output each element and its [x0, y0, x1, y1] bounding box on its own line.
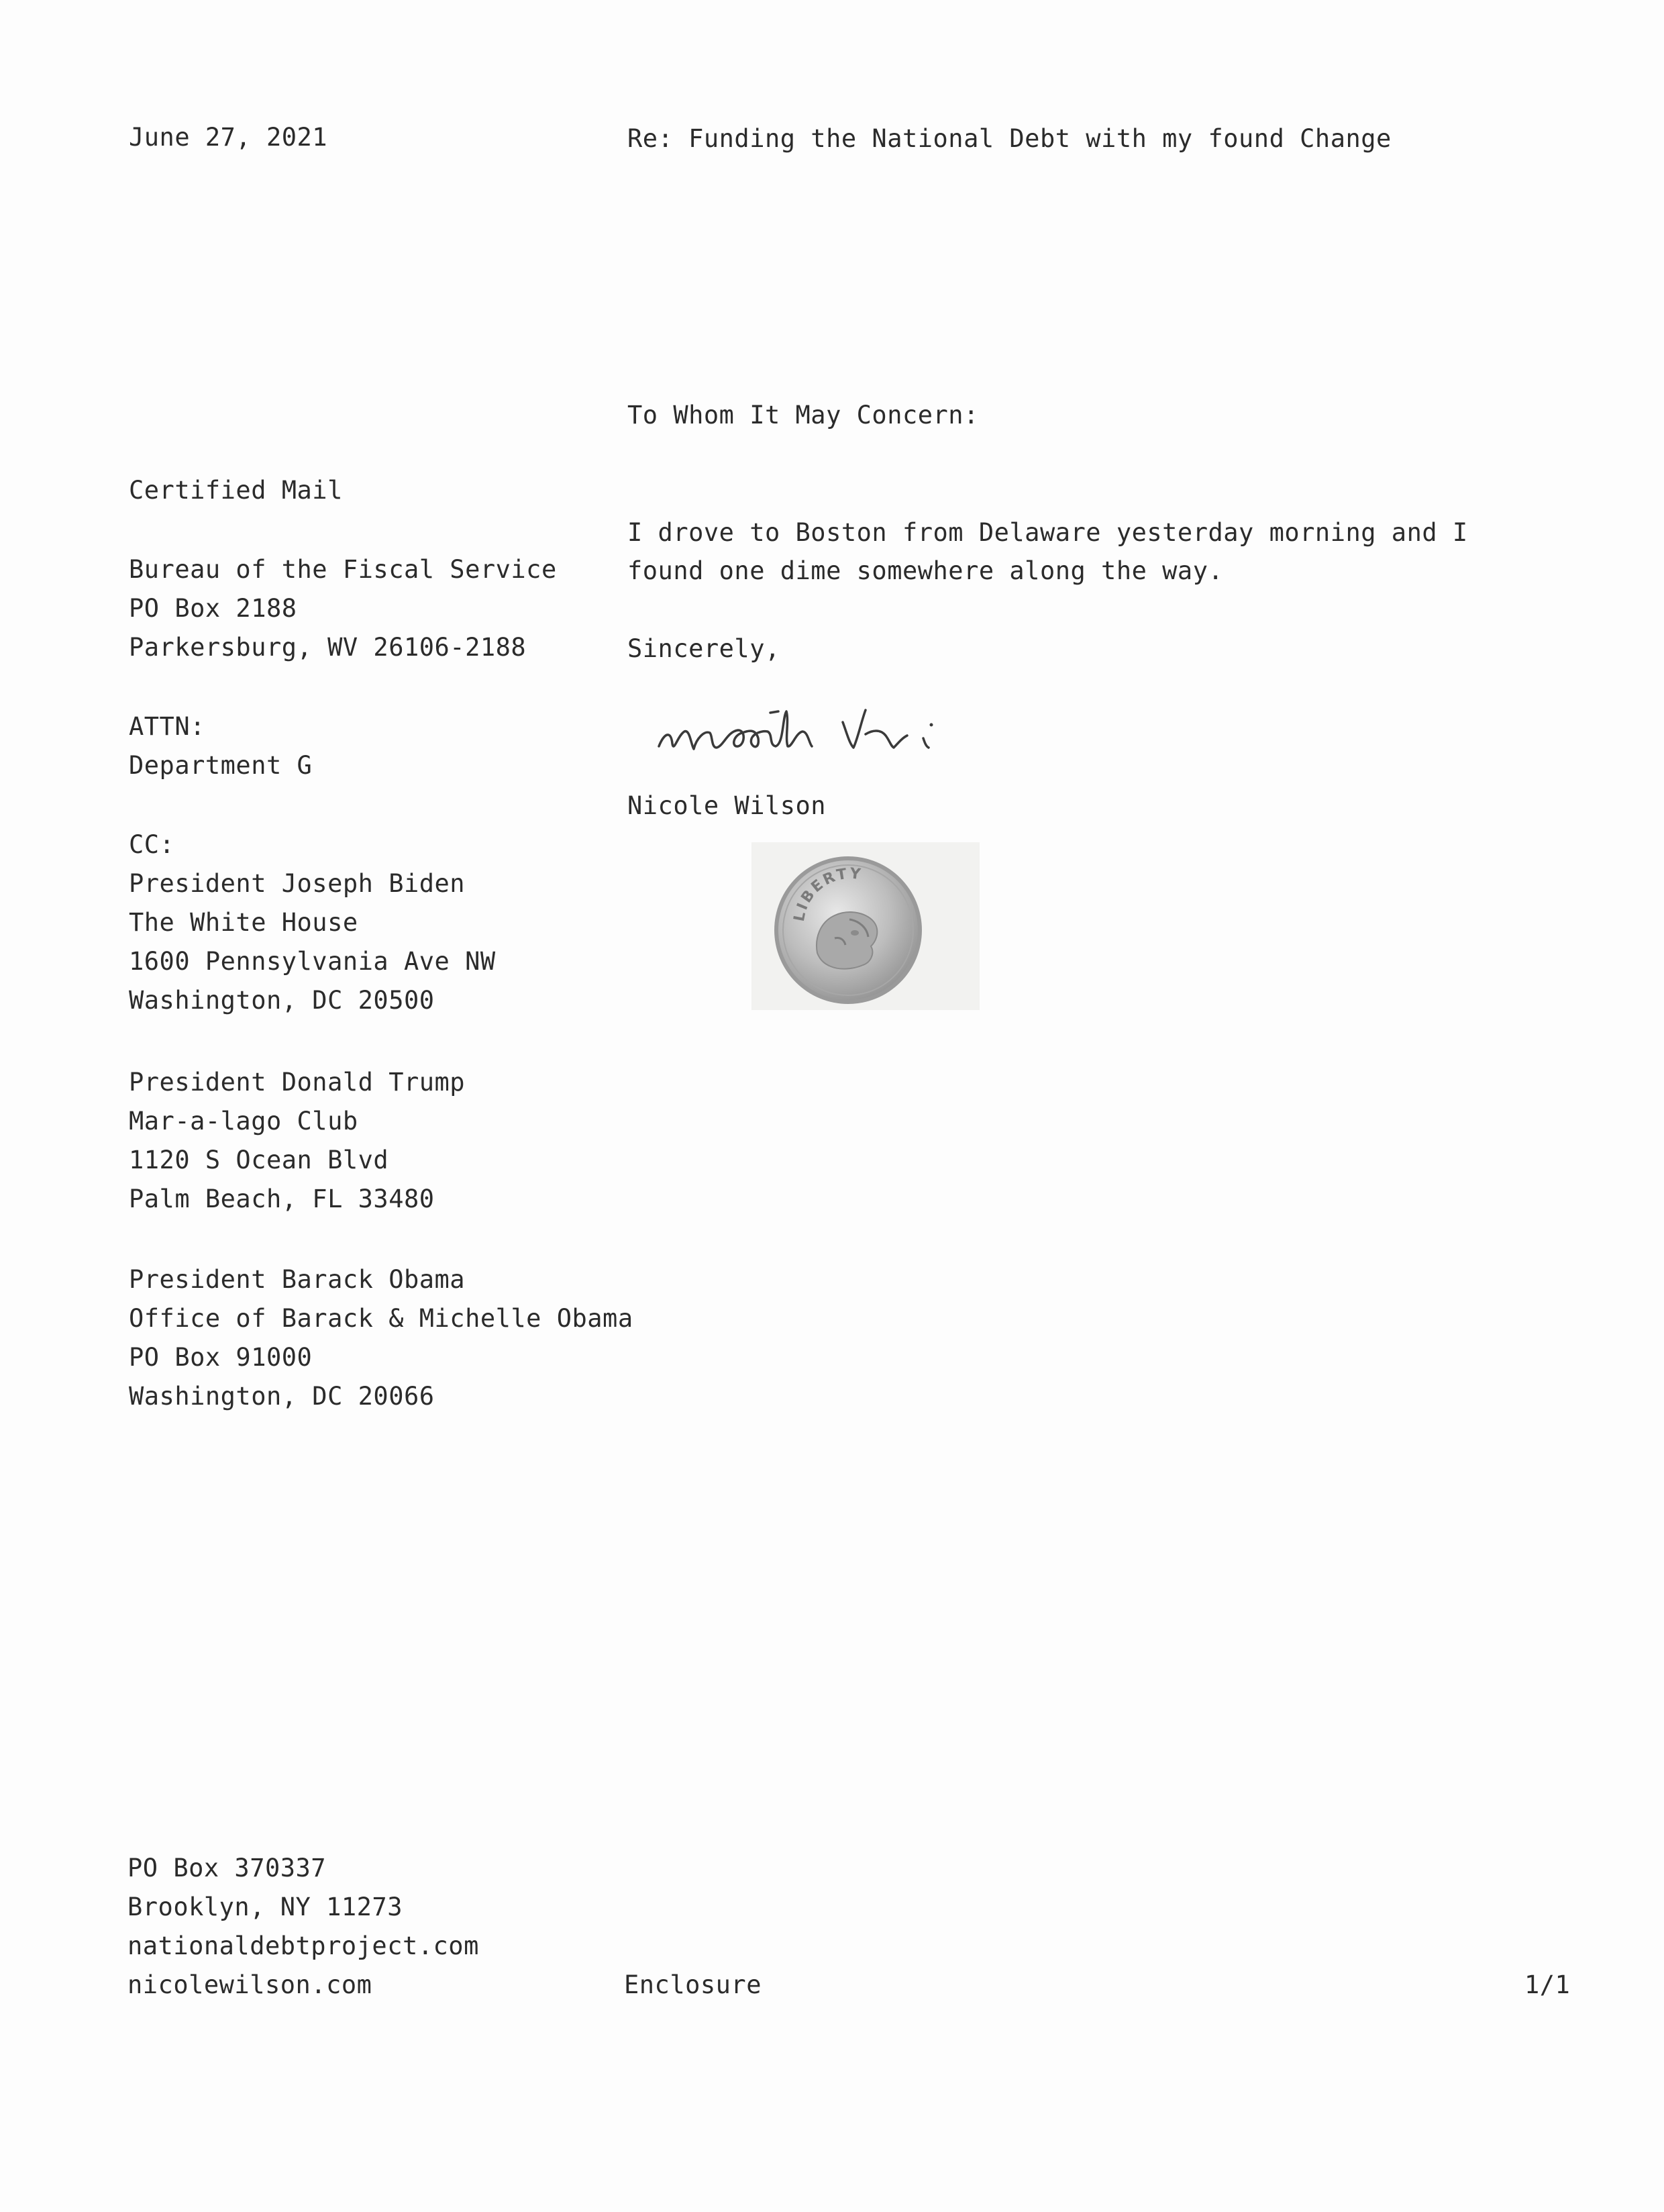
attn-block — [129, 707, 312, 785]
cc-trump-block — [129, 1063, 465, 1219]
cc-line: 1120 S Ocean Blvd — [129, 1146, 389, 1174]
recipient-line: PO Box 2188 — [129, 594, 297, 623]
cc-line: President Barack Obama — [129, 1265, 466, 1294]
recipient-address — [129, 550, 557, 667]
cc-line: PO Box 91000 — [129, 1343, 313, 1372]
closing: Sincerely, — [627, 634, 780, 663]
page-number: 1/1 — [1524, 1970, 1571, 1999]
signature-image — [644, 691, 980, 772]
cc-line: Office of Barack & Michelle Obama — [129, 1304, 633, 1333]
coin-inscription: LIBERTY — [790, 865, 864, 923]
letter-date: June 27, 2021 — [129, 123, 328, 152]
cc-label: CC: — [129, 830, 175, 859]
cc-line: Palm Beach, FL 33480 — [129, 1185, 435, 1213]
mail-type: Certified Mail — [129, 476, 343, 505]
signature-text: nicole wilson — [644, 770, 649, 771]
enclosed-dime — [751, 842, 980, 1010]
cc-line: Mar-a-lago Club — [129, 1107, 358, 1136]
cc-line: President Donald Trump — [129, 1068, 466, 1097]
letter-body: I drove to Boston from Delaware yesterday morning and I found one dime somewhere along the way. — [627, 518, 1468, 585]
dime-coin-icon — [770, 852, 926, 1008]
recipient-line: Parkersburg, WV 26106-2188 — [129, 633, 527, 662]
sender-website: nicolewilson.com — [127, 1970, 372, 1999]
sender-website: nationaldebtproject.com — [127, 1931, 479, 1960]
sender-address — [127, 1849, 479, 2005]
attn-label: ATTN: — [129, 712, 205, 741]
letter-subject: Re: Funding the National Debt with my found Change — [627, 124, 1392, 153]
cc-obama-block — [129, 1260, 633, 1416]
cc-line: The White House — [129, 908, 358, 937]
sender-line: Brooklyn, NY 11273 — [127, 1893, 403, 1921]
signer-name: Nicole Wilson — [627, 791, 827, 820]
cc-line: President Joseph Biden — [129, 869, 466, 898]
enclosure-label: Enclosure — [624, 1970, 762, 1999]
sender-line: PO Box 370337 — [127, 1854, 327, 1882]
cc-line: Washington, DC 20066 — [129, 1382, 435, 1411]
cc-line: Washington, DC 20500 — [129, 986, 435, 1015]
salutation: To Whom It May Concern: — [627, 401, 979, 430]
attn-department: Department G — [129, 751, 313, 780]
recipient-line: Bureau of the Fiscal Service — [129, 555, 557, 584]
cc-biden-block — [129, 825, 496, 1020]
cc-line: 1600 Pennsylvania Ave NW — [129, 947, 496, 976]
